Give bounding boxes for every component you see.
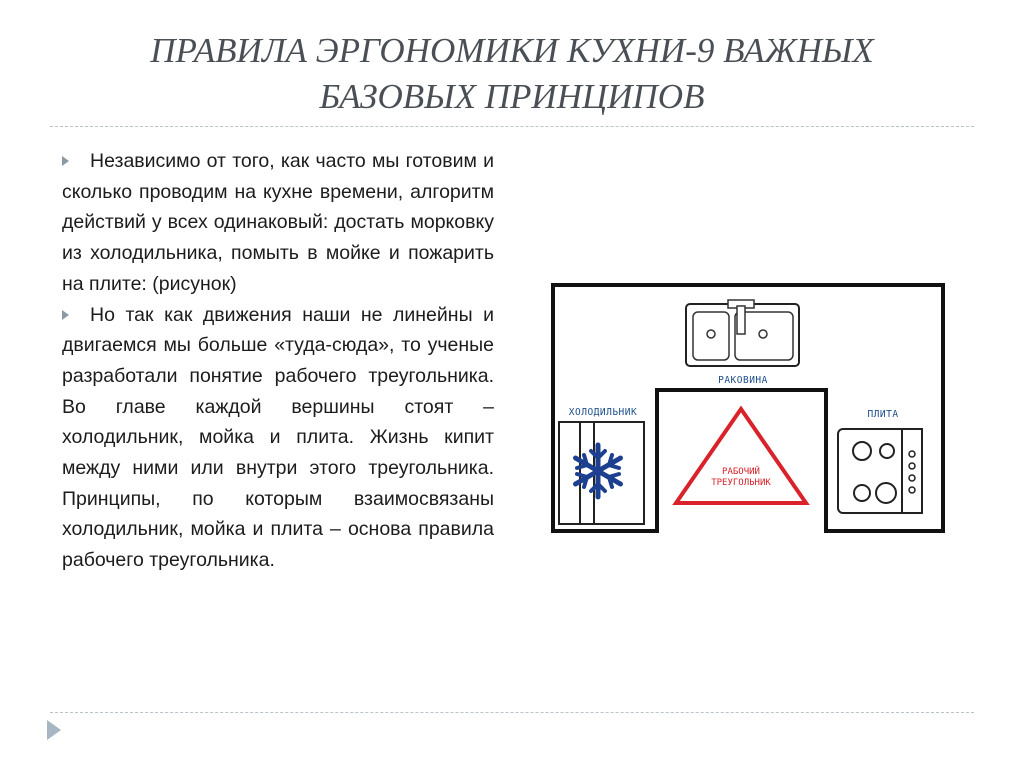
bullet-text-2: Но так как движения наши не линейны и двигаемся мы больше «туда-сюда», то ученые разработали понятие рабочего треугольника. Во главе каждой вершины стоят – холодильник, мойка и плита. Жизнь кипит между ними или внутри этого треугольника. Принципы, по которым взаимосвязаны холодильник, мойка и плита – основа правила рабочего треугольника. [62,303,494,572]
slide-title [100,28,924,120]
bullet-item-1 [62,146,494,300]
slide-title-line1: ПРАВИЛА ЭРГОНОМИКИ КУХНИ-9 ВАЖНЫХ [150,31,874,70]
bullet-arrow-icon [62,156,69,166]
bullet-arrow-icon [62,310,69,320]
stove-label: ПЛИТА [867,409,899,420]
stove-control-panel [902,429,922,513]
triangle-label-line1: РАБОЧИЙ [722,467,760,477]
next-slide-arrow-icon[interactable] [47,720,61,740]
slide-title-line2: БАЗОВЫХ ПРИНЦИПОВ [319,77,705,116]
sink [686,300,799,366]
top-divider [50,126,974,127]
kitchen-layout-diagram [550,282,946,536]
fridge-label: ХОЛОДИЛЬНИК [568,407,638,418]
refrigerator [559,422,644,524]
work-triangle [676,409,806,503]
sink-label: РАКОВИНА [718,375,768,386]
bottom-divider [50,712,974,713]
stove [838,429,922,513]
bullet-text-1: Независимо от того, как часто мы готовим и сколько проводим на кухне времени, алгоритм действий у всех одинаковый: достать морковку из холодильника, помыть в мойке и пожарить на плите: (рисунок) [62,150,494,295]
triangle-label-line2: ТРЕУГОЛЬНИК [711,478,771,488]
faucet-spout [737,306,745,334]
bullet-list [62,146,494,576]
bullet-item-2 [62,300,494,576]
